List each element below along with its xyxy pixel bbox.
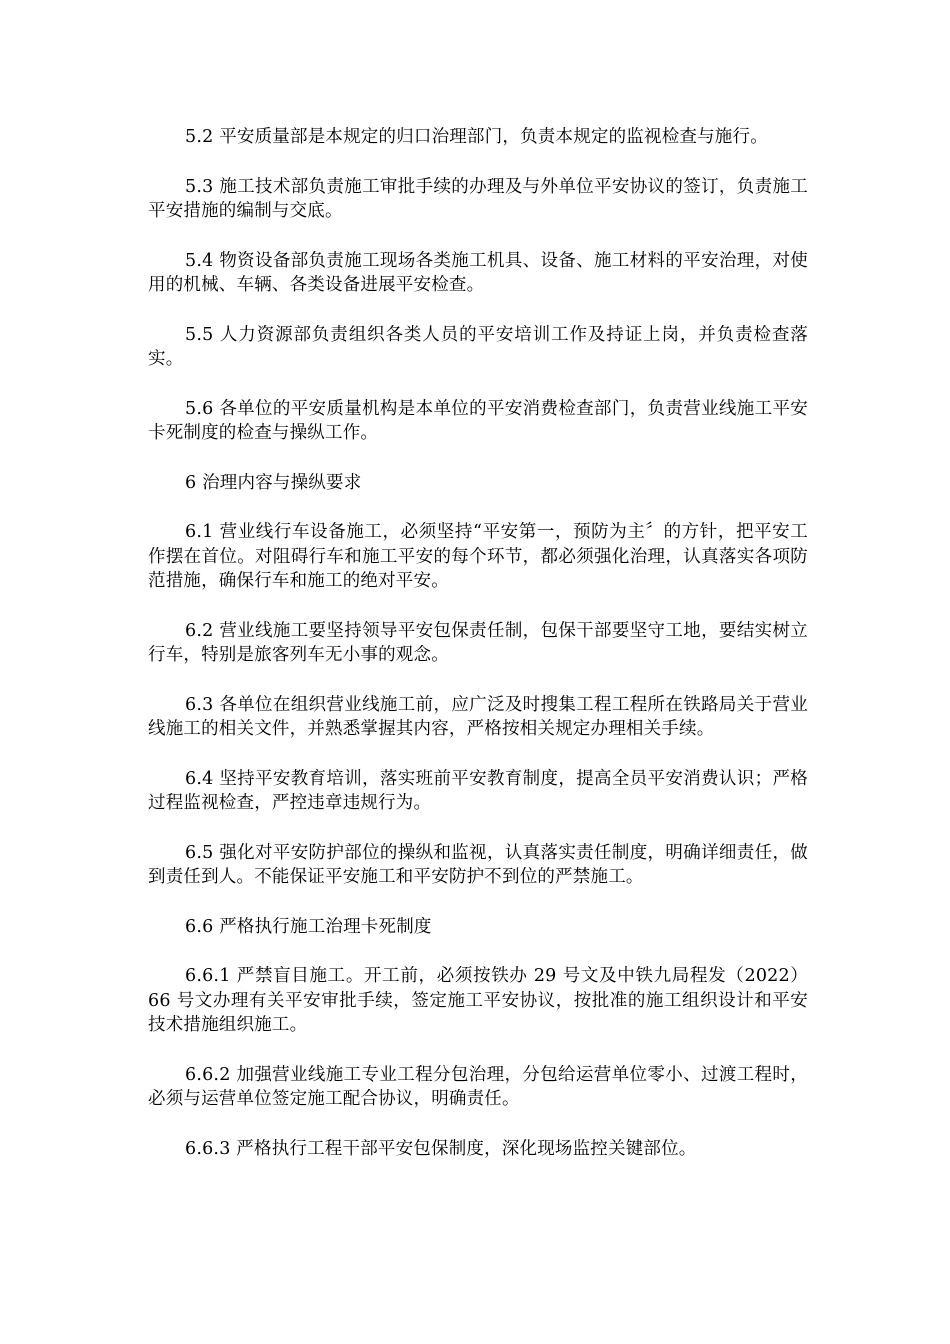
paragraph-6-1: 6.1 营业线行车设备施工，必须坚持“平安第一，预防为主〞的方针，把平安工作摆在首位。对阻碍行车和施工平安的每个环节，都必须强化治理，认真落实各项防范措施，确保行车和施工的绝对平安。 [148, 522, 808, 591]
section-heading-6: 6 治理内容与操纵要求 [185, 472, 362, 493]
paragraph-6-6-3: 6.6.3 严格执行工程干部平安包保制度，深化现场监控关键部位。 [185, 1138, 697, 1159]
paragraph-6-6-1: 6.6.1 严禁盲目施工。开工前，必须按铁办 29 号文及中铁九局程发（2022）66 号文办理有关平安审批手续，签定施工平安协议，按批准的施工组织设计和平安技术措施组织施工。 [148, 966, 808, 1035]
subsection-heading-6-6: 6.6 严格执行施工治理卡死制度 [185, 916, 432, 937]
document-page [148, 125, 808, 1186]
paragraph-5-4: 5.4 物资设备部负责施工现场各类施工机具、设备、施工材料的平安治理，对使用的机械、车辆、各类设备进展平安检查。 [148, 250, 808, 295]
paragraph-6-3: 6.3 各单位在组织营业线施工前，应广泛及时搜集工程工程所在铁路局关于营业线施工的相关文件，并熟悉掌握其内容，严格按相关规定办理相关手续。 [148, 694, 808, 739]
paragraph-5-3: 5.3 施工技术部负责施工审批手续的办理及与外单位平安协议的签订，负责施工平安措施的编制与交底。 [148, 176, 808, 221]
paragraph-5-5: 5.5 人力资源部负责组织各类人员的平安培训工作及持证上岗，并负责检查落实。 [148, 324, 808, 369]
paragraph-5-6: 5.6 各单位的平安质量机构是本单位的平安消费检查部门，负责营业线施工平安卡死制度的检查与操纵工作。 [148, 398, 808, 443]
paragraph-6-4: 6.4 坚持平安教育培训，落实班前平安教育制度，提高全员平安消费认识；严格过程监视检查，严控违章违规行为。 [148, 768, 808, 813]
paragraph-6-5: 6.5 强化对平安防护部位的操纵和监视，认真落实责任制度，明确详细责任，做到责任到人。不能保证平安施工和平安防护不到位的严禁施工。 [148, 842, 808, 887]
paragraph-5-2: 5.2 平安质量部是本规定的归口治理部门，负责本规定的监视检查与施行。 [185, 127, 768, 147]
paragraph-6-2: 6.2 营业线施工要坚持领导平安包保责任制，包保干部要坚守工地，要结实树立行车，特别是旅客列车无小事的观念。 [148, 620, 808, 665]
paragraph-6-6-2: 6.6.2 加强营业线施工专业工程分包治理，分包给运营单位零小、过渡工程时，必须与运营单位签定施工配合协议，明确责任。 [148, 1064, 808, 1109]
